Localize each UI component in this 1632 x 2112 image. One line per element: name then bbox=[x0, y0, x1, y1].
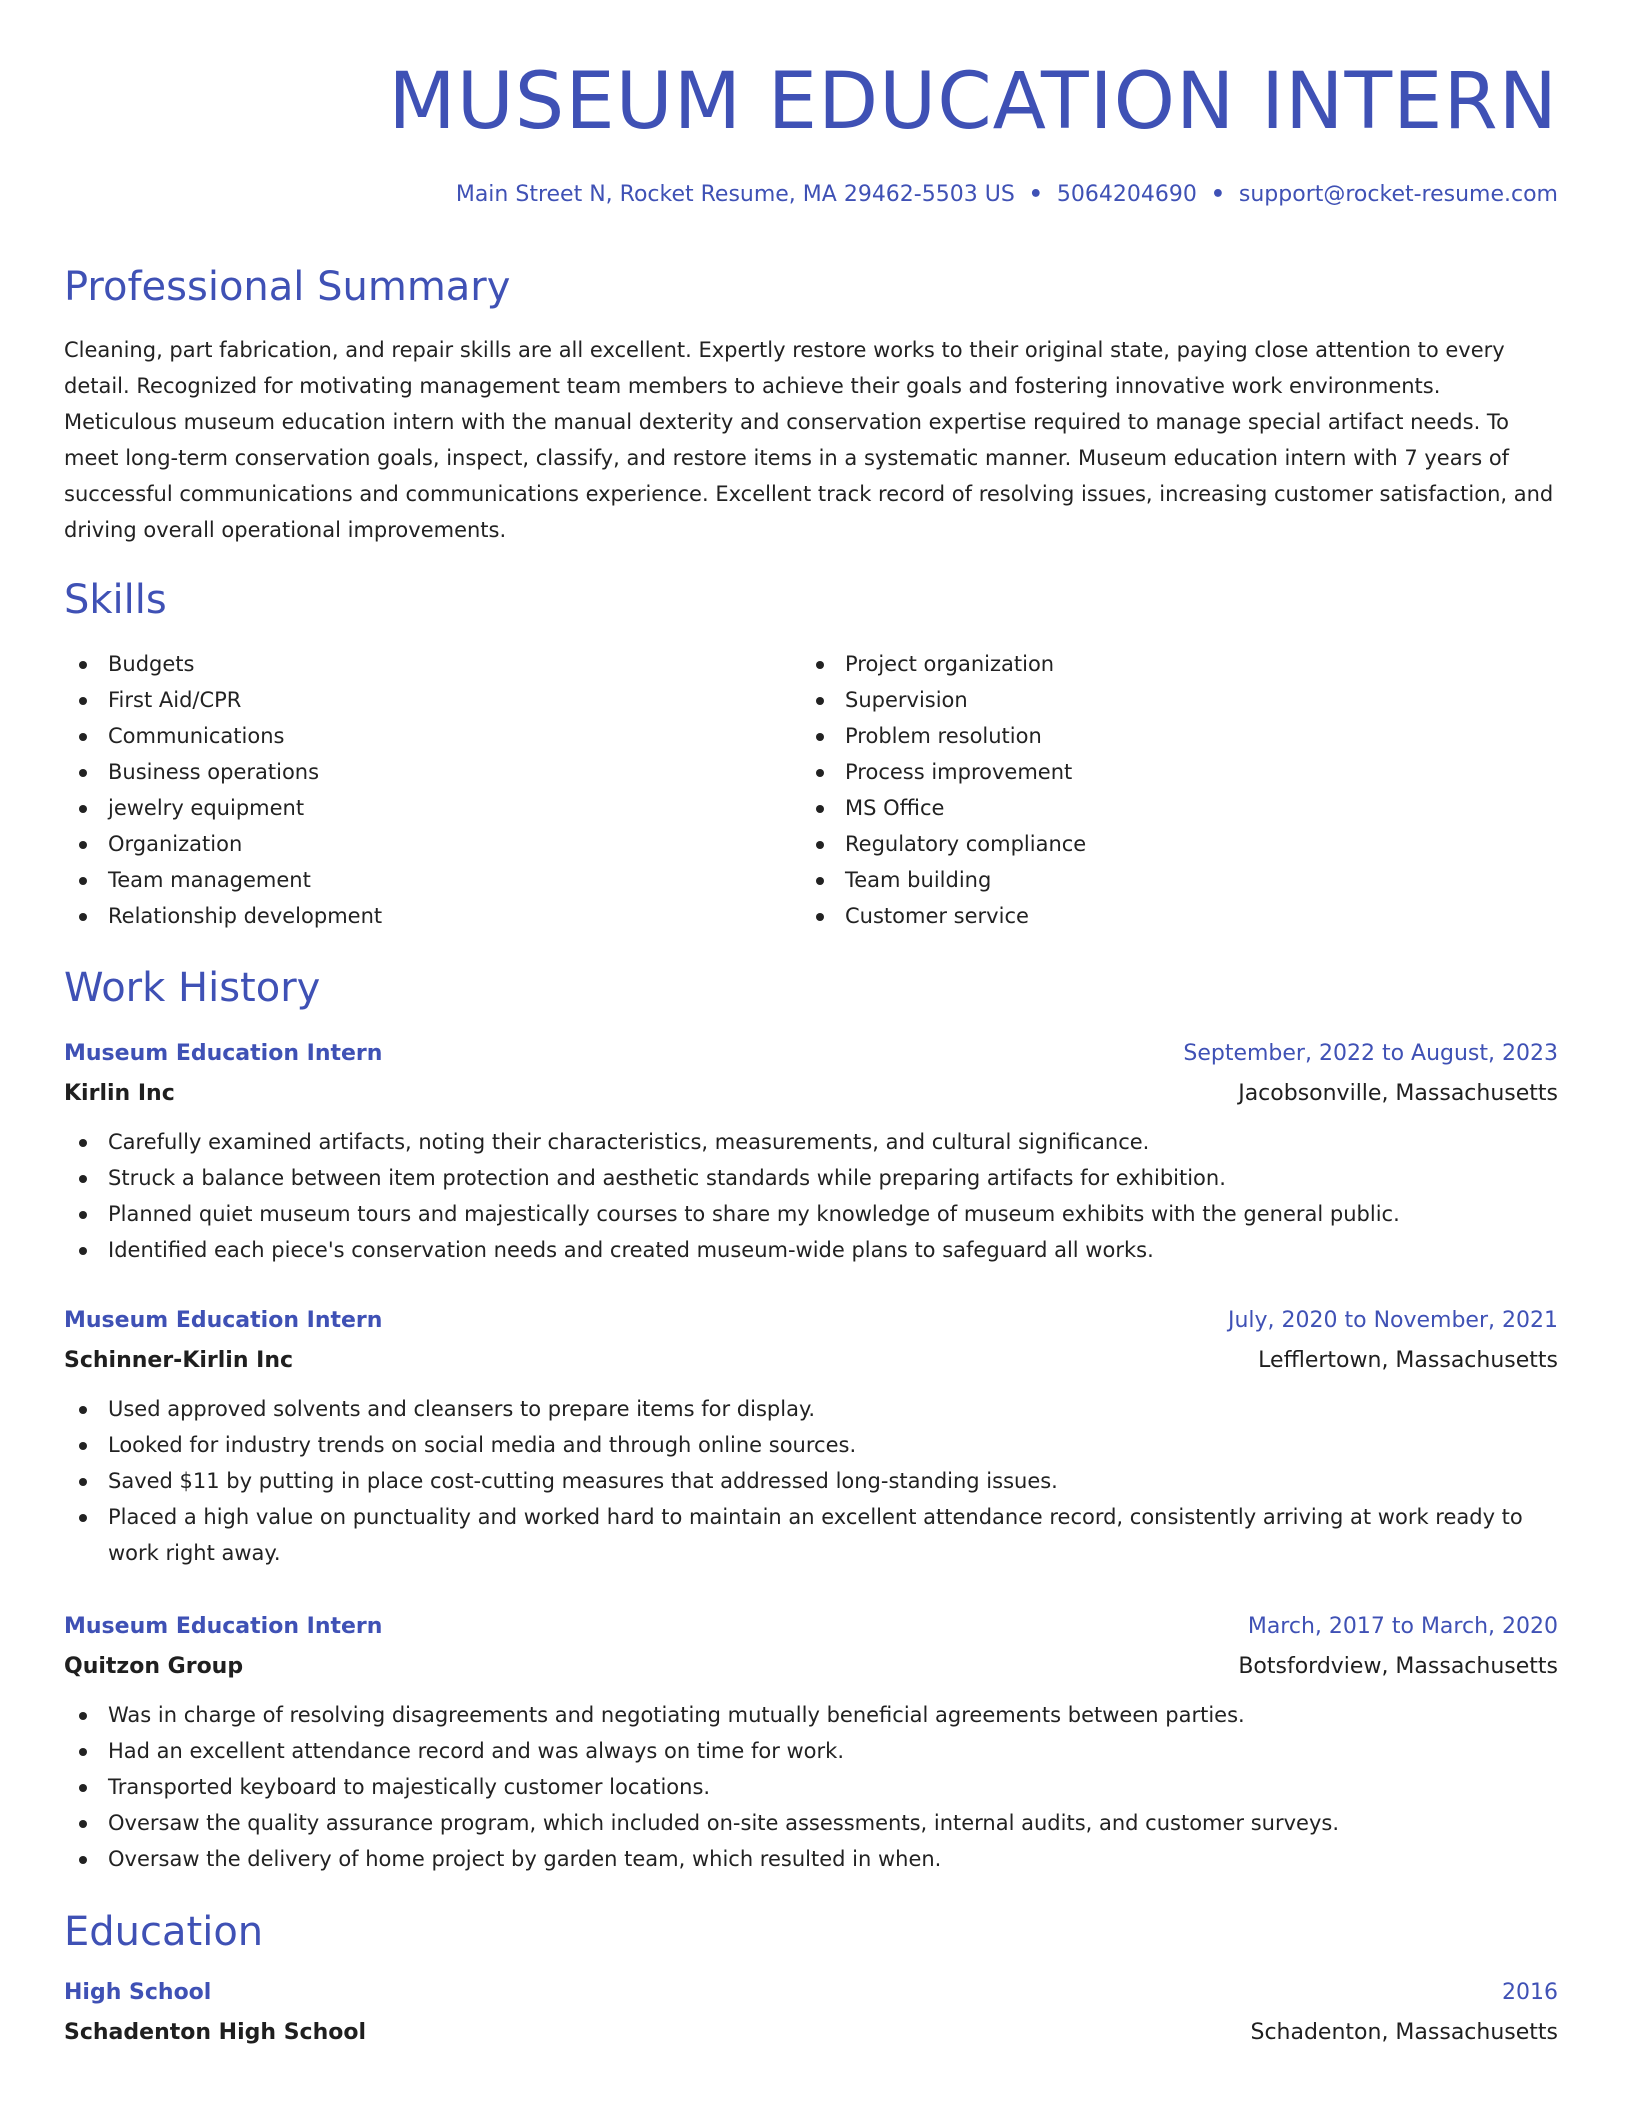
contact-email: support@rocket-resume.com bbox=[1238, 182, 1558, 207]
job-dates: July, 2020 to November, 2021 bbox=[1227, 1308, 1558, 1333]
work-entry bbox=[64, 1034, 1558, 1268]
skill-item: Problem resolution bbox=[801, 718, 1501, 754]
skill-item: jewelry equipment bbox=[64, 790, 764, 826]
work-entry-header bbox=[64, 1034, 1558, 1074]
job-bullet: Used approved solvents and cleansers to prepare items for display. bbox=[64, 1391, 1558, 1427]
contact-separator: • bbox=[1210, 182, 1225, 207]
contact-separator: • bbox=[1028, 182, 1043, 207]
skills-section-title: Skills bbox=[64, 577, 167, 623]
job-bullet: Carefully examined artifacts, noting their characteristics, measurements, and cultural significance. bbox=[64, 1124, 1558, 1160]
skills-list-left bbox=[64, 646, 764, 934]
work-entry bbox=[64, 1301, 1558, 1571]
skill-item: Budgets bbox=[64, 646, 764, 682]
job-bullet: Planned quiet museum tours and majestically courses to share my knowledge of museum exhibits with the general public. bbox=[64, 1196, 1558, 1232]
job-bullet: Placed a high value on punctuality and worked hard to maintain an excellent attendance record, consistently arriving at work ready to work right away. bbox=[64, 1499, 1558, 1571]
skill-item: Project organization bbox=[801, 646, 1501, 682]
work-history-section-title: Work History bbox=[64, 965, 321, 1011]
job-bullet: Oversaw the quality assurance program, which included on-site assessments, internal audits, and customer surveys. bbox=[64, 1805, 1558, 1841]
job-bullet-list bbox=[64, 1697, 1558, 1877]
contact-address: Main Street N, Rocket Resume, MA 29462-5503 US bbox=[455, 182, 1015, 207]
skill-item: Regulatory compliance bbox=[801, 826, 1501, 862]
job-title: Museum Education Intern bbox=[64, 1308, 383, 1333]
summary-text: Cleaning, part fabrication, and repair skills are all excellent. Expertly restore works to their original state, paying close attention to every detail. Recognized for motivating management team members to achieve their goals and fostering innovative work environments. Meticulous museum education intern with the manual dexterity and conservation expertise required to manage special artifact needs. To meet long-term conservation goals, inspect, classify, and restore items in a systematic manner. Museum education intern with 7 years of successful communications and communications experience. Excellent track record of resolving issues, increasing customer satisfaction, and driving overall operational improvements. bbox=[64, 338, 1554, 542]
skill-item: Communications bbox=[64, 718, 764, 754]
resume-name-heading: MUSEUM EDUCATION INTERN bbox=[388, 57, 1558, 147]
job-title: Museum Education Intern bbox=[64, 1041, 383, 1066]
education-entry bbox=[64, 1973, 1558, 2053]
job-bullet: Identified each piece's conservation needs and created museum-wide plans to safeguard all works. bbox=[64, 1232, 1558, 1268]
job-bullet-list bbox=[64, 1391, 1558, 1571]
job-dates: September, 2022 to August, 2023 bbox=[1183, 1041, 1558, 1066]
job-location: Lefflertown, Massachusetts bbox=[1258, 1348, 1558, 1373]
skill-item: Process improvement bbox=[801, 754, 1501, 790]
skill-item: Business operations bbox=[64, 754, 764, 790]
job-company: Quitzon Group bbox=[64, 1654, 244, 1679]
job-bullet: Struck a balance between item protection and aesthetic standards while preparing artifacts for exhibition. bbox=[64, 1160, 1558, 1196]
skill-item: Customer service bbox=[801, 898, 1501, 934]
job-dates: March, 2017 to March, 2020 bbox=[1247, 1614, 1558, 1639]
skill-item: MS Office bbox=[801, 790, 1501, 826]
job-title: Museum Education Intern bbox=[64, 1614, 383, 1639]
contact-phone: 5064204690 bbox=[1056, 182, 1197, 207]
skill-item: Organization bbox=[64, 826, 764, 862]
job-location: Jacobsonville, Massachusetts bbox=[1238, 1081, 1558, 1106]
job-bullet-list bbox=[64, 1124, 1558, 1268]
work-entry-header bbox=[64, 1607, 1558, 1647]
work-entry-subheader bbox=[64, 1647, 1558, 1687]
job-bullet: Was in charge of resolving disagreements and negotiating mutually beneficial agreements between parties. bbox=[64, 1697, 1558, 1733]
education-degree: High School bbox=[64, 1980, 212, 2005]
contact-line bbox=[456, 178, 1558, 212]
job-company: Kirlin Inc bbox=[64, 1081, 175, 1106]
work-entry-subheader bbox=[64, 1074, 1558, 1114]
education-entry-subheader bbox=[64, 2013, 1558, 2053]
education-school: Schadenton High School bbox=[64, 2020, 367, 2045]
skill-item: First Aid/CPR bbox=[64, 682, 764, 718]
job-company: Schinner-Kirlin Inc bbox=[64, 1348, 294, 1373]
skill-item: Relationship development bbox=[64, 898, 764, 934]
job-bullet: Looked for industry trends on social media and through online sources. bbox=[64, 1427, 1558, 1463]
job-bullet: Had an excellent attendance record and was always on time for work. bbox=[64, 1733, 1558, 1769]
skill-item: Team building bbox=[801, 862, 1501, 898]
skill-item: Supervision bbox=[801, 682, 1501, 718]
skills-list-right bbox=[801, 646, 1501, 934]
work-entry-header bbox=[64, 1301, 1558, 1341]
summary-section-title: Professional Summary bbox=[64, 264, 511, 310]
work-entry-subheader bbox=[64, 1341, 1558, 1381]
job-bullet: Transported keyboard to majestically customer locations. bbox=[64, 1769, 1558, 1805]
job-bullet: Saved $11 by putting in place cost-cutting measures that addressed long-standing issues. bbox=[64, 1463, 1558, 1499]
job-location: Botsfordview, Massachusetts bbox=[1238, 1654, 1558, 1679]
education-entry-header bbox=[64, 1973, 1558, 2013]
job-bullet: Oversaw the delivery of home project by garden team, which resulted in when. bbox=[64, 1841, 1558, 1877]
education-location: Schadenton, Massachusetts bbox=[1250, 2020, 1558, 2045]
education-section-title: Education bbox=[64, 1909, 264, 1955]
education-year: 2016 bbox=[1502, 1980, 1558, 2005]
work-entry bbox=[64, 1607, 1558, 1877]
skill-item: Team management bbox=[64, 862, 764, 898]
